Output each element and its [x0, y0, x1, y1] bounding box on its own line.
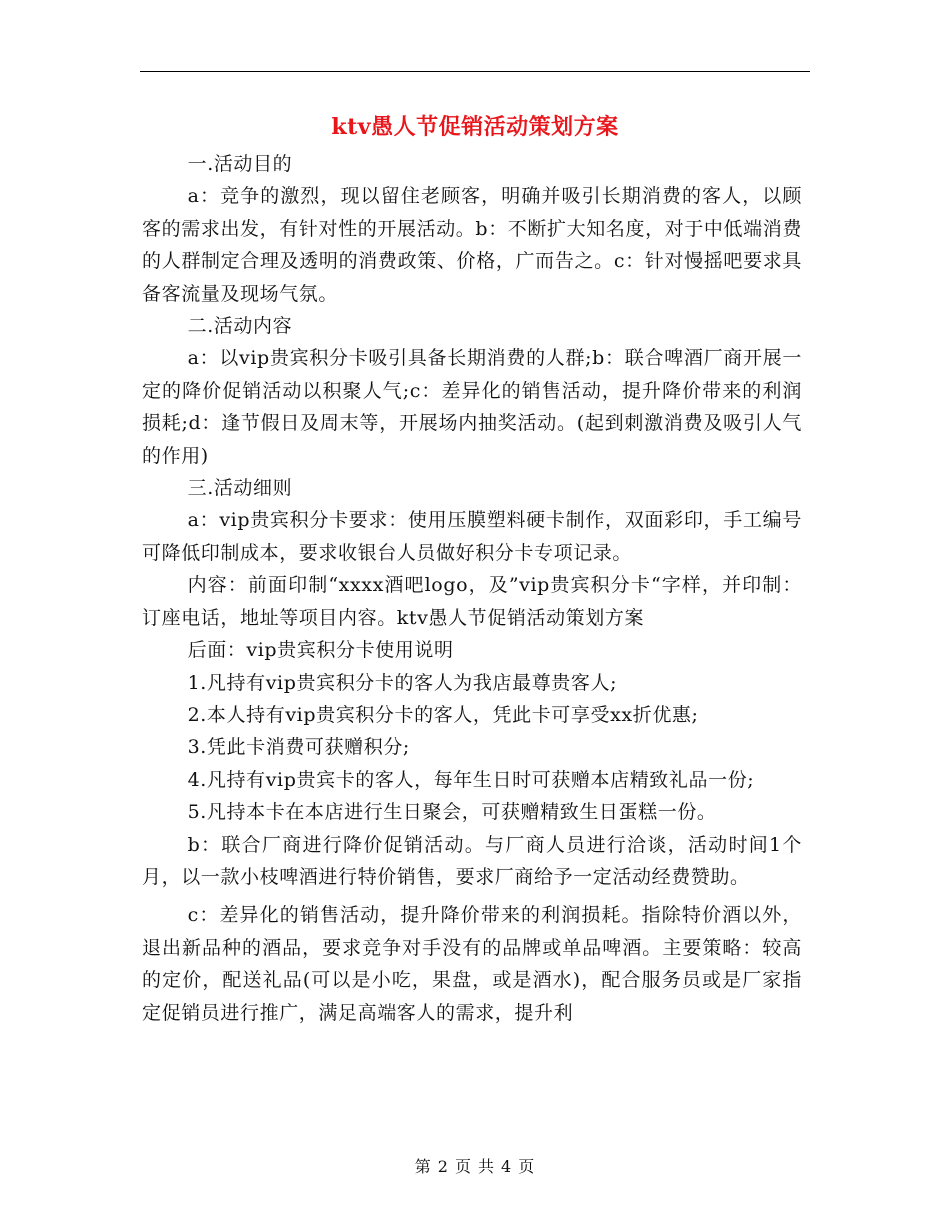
document-title: ktv愚人节促销活动策划方案 — [331, 114, 619, 140]
list-item: 4.凡持有vip贵宾卡的客人，每年生日时可获赠本店精致礼品一份; — [187, 768, 755, 791]
section-heading-details: 三.活动细则 — [187, 477, 293, 500]
document-body — [142, 148, 802, 1029]
paragraph: a：vip贵宾积分卡要求：使用压膜塑料硬卡制作，双面彩印，手工编号可降低印制成本，要求收银台人员做好积分卡专项记录。 — [142, 509, 802, 564]
list-item: 5.凡持本卡在本店进行生日聚会，可获赠精致生日蛋糕一份。 — [187, 801, 717, 824]
section-heading-purpose: 一.活动目的 — [187, 153, 293, 175]
list-item: 3.凭此卡消费可获赠积分; — [187, 736, 410, 759]
paragraph: b：联合厂商进行降价促销活动。与厂商人员进行洽谈，活动时间1个月，以一款小枝啤酒进行特价销售，要求厂商给予一定活动经费赞助。 — [142, 833, 802, 888]
footer-page-number: 2 — [437, 1157, 449, 1176]
paragraph: a：以vip贵宾积分卡吸引具备长期消费的人群;b：联合啤酒厂商开展一定的降价促销活动以积聚人气;c：差异化的销售活动，提升降价带来的利润损耗;d：逢节假日及周末等，开展场内抽奖活动。(起到刺激消费及吸引人气的作用) — [142, 347, 802, 467]
footer-total-pages: 4 — [501, 1157, 513, 1176]
list-item: 1.凡持有vip贵宾积分卡的客人为我店最尊贵客人; — [187, 671, 618, 694]
list-item: 2.本人持有vip贵宾积分卡的客人，凭此卡可享受xx折优惠; — [187, 703, 699, 726]
section-heading-content: 二.活动内容 — [187, 315, 293, 338]
footer-middle: 页 共 — [454, 1157, 496, 1176]
paragraph: 内容：前面印制“xxxx酒吧logo，及”vip贵宾积分卡“字样，并印制：订座电话，地址等项目内容。ktv愚人节促销活动策划方案 — [142, 574, 802, 629]
paragraph: c：差异化的销售活动，提升降价带来的利润损耗。指除特价酒以外，退出新品种的酒品，要求竞争对手没有的品牌或单品啤酒。主要策略：较高的定价，配送礼品(可以是小吃，果盘，或是酒水)，配合服务员或是厂家指定促销员进行推广，满足高端客人的需求，提升利 — [142, 904, 802, 1024]
footer-suffix: 页 — [518, 1157, 536, 1176]
page-footer — [0, 1154, 950, 1177]
footer-prefix: 第 — [414, 1157, 432, 1176]
paragraph: 后面：vip贵宾积分卡使用说明 — [187, 639, 454, 662]
header-rule — [140, 71, 810, 72]
paragraph: a：竞争的激烈，现以留住老顾客，明确并吸引长期消费的客人，以顾客的需求出发，有针对性的开展活动。b：不断扩大知名度，对于中低端消费的人群制定合理及透明的消费政策、价格，广而告之。c：针对慢摇吧要求具备客流量及现场气氛。 — [142, 185, 802, 305]
